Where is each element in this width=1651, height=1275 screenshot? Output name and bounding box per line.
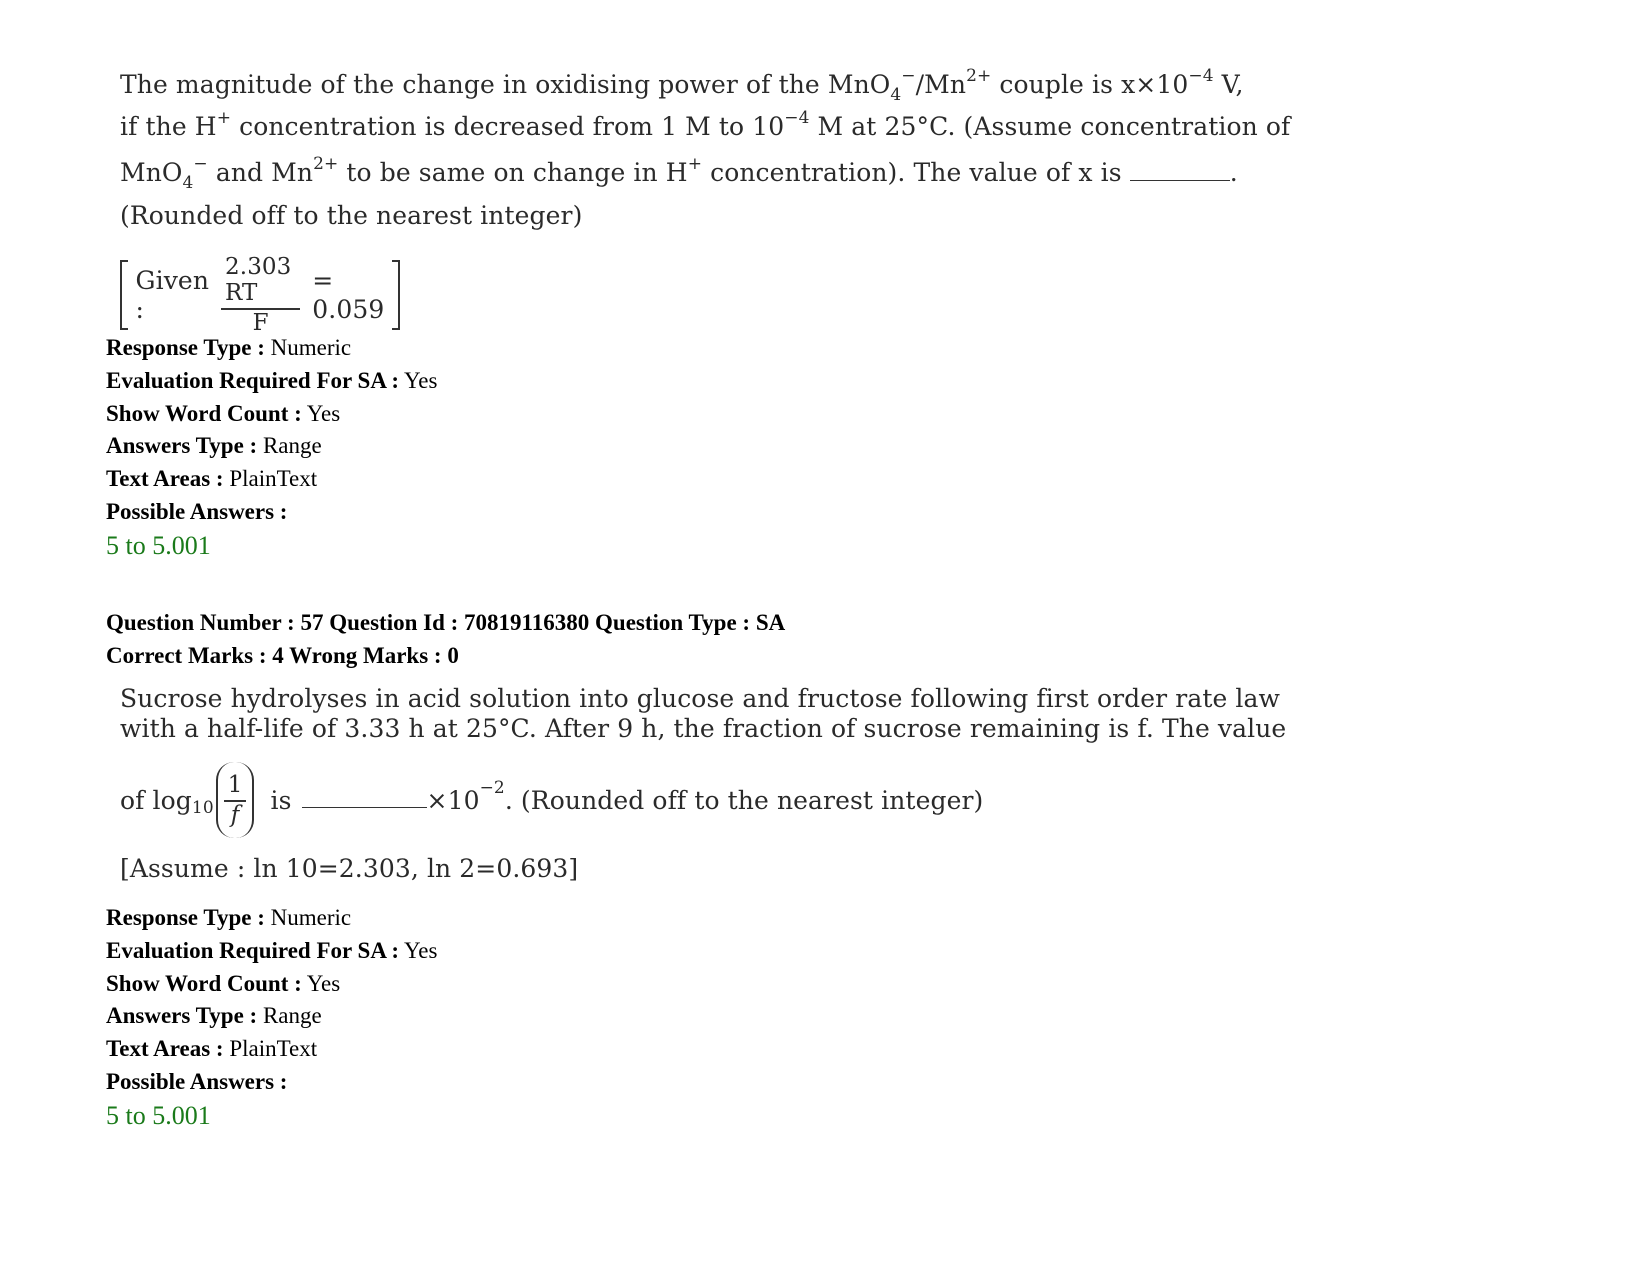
q57-show-word-count xyxy=(106,971,340,997)
q57-paren-fraction xyxy=(216,762,255,838)
q57-l3-is: is xyxy=(270,785,292,815)
q56-l3-sub4: 4 xyxy=(182,173,194,193)
q56-l1-supm4: −4 xyxy=(1188,66,1214,86)
q56-line-1 xyxy=(120,66,1244,105)
q56-response-type-label: Response Type : xyxy=(106,335,265,360)
q56-text-areas-value: PlainText xyxy=(229,466,318,491)
q57-l3-sub10: 10 xyxy=(191,798,214,818)
q56-eval-label: Evaluation Required For SA : xyxy=(106,368,400,393)
q56-l1-text-a: The magnitude of the change in oxidising power of the xyxy=(120,70,828,99)
q56-l3-text-a: and Mn xyxy=(207,158,314,187)
q57-response-type xyxy=(106,905,351,931)
q56-response-type xyxy=(106,335,351,361)
q56-l1-text-b: couple is x×10 xyxy=(991,70,1189,99)
q56-l3-supplus: + xyxy=(687,154,703,174)
q56-given-fraction xyxy=(221,254,300,336)
q56-response-type-value: Numeric xyxy=(270,335,352,360)
q56-l1-slash-mn: /Mn xyxy=(915,70,967,99)
q57-line-3 xyxy=(120,760,983,840)
q57-possible-answer-value: 5 to 5.001 xyxy=(106,1101,211,1130)
q56-given-label: Given : xyxy=(135,266,210,324)
q56-l3-supminus: − xyxy=(193,154,208,174)
q56-evaluation-required xyxy=(106,368,437,394)
q57-line-4: [Assume : ln 10=2.303, ln 2=0.693] xyxy=(120,854,579,883)
q56-given-equals: = 0.059 xyxy=(312,266,385,324)
q57-l3-rest: . (Rounded off to the nearest integer) xyxy=(504,785,984,815)
q57-fraction-denominator: f xyxy=(230,802,240,828)
q56-answers-type xyxy=(106,433,322,459)
q56-given-numerator: 2.303 RT xyxy=(221,254,300,310)
q57-answer-blank xyxy=(302,807,427,808)
q56-l1-sub4: 4 xyxy=(890,85,902,105)
q57-text-areas-label: Text Areas : xyxy=(106,1036,224,1061)
q57-text-areas xyxy=(106,1036,317,1062)
q57-line-2: with a half-life of 3.33 h at 25°C. After 9 h, the fraction of sucrose remaining is f. The value xyxy=(120,714,1287,743)
q56-l2-text-a: if the H xyxy=(120,112,217,141)
q57-l3-of-log: of log xyxy=(120,785,192,815)
q57-fraction xyxy=(224,772,247,828)
q56-possible-answers-label: Possible Answers : xyxy=(106,499,288,524)
q57-word-count-value: Yes xyxy=(306,971,341,996)
q56-line-4 xyxy=(120,201,582,230)
q56-line-3 xyxy=(120,154,1238,193)
q57-eval-label: Evaluation Required For SA : xyxy=(106,938,400,963)
q56-given-denominator: F xyxy=(252,310,269,336)
q57-answers-type-value: Range xyxy=(262,1003,322,1028)
q57-l3-times: ×10 xyxy=(426,785,480,815)
q56-l2-supm4: −4 xyxy=(784,108,810,128)
q56-text-areas xyxy=(106,466,317,492)
right-bracket xyxy=(392,260,400,330)
q56-l1-sup2plus: 2+ xyxy=(966,66,992,86)
q57-answers-type-label: Answers Type : xyxy=(106,1003,258,1028)
q56-show-word-count xyxy=(106,401,340,427)
q56-given-box xyxy=(120,254,400,336)
q56-l2-supplus: + xyxy=(216,108,232,128)
q56-l3-text-c: concentration). The value of x is xyxy=(702,158,1130,187)
q57-header: Question Number : 57 Question Id : 70819116380 Question Type : SA xyxy=(106,610,786,635)
q57-possible-answers-label: Possible Answers : xyxy=(106,1069,288,1094)
q56-word-count-value: Yes xyxy=(306,401,341,426)
q57-line-1: Sucrose hydrolyses in acid solution into glucose and fructose following first order rate law xyxy=(120,684,1281,713)
q56-l2-text-c: M at 25°C. (Assume concentration of xyxy=(809,112,1291,141)
q56-l3-mno4: MnO xyxy=(120,158,183,187)
q56-l3-text-b: to be same on change in H xyxy=(338,158,688,187)
q57-eval-value: Yes xyxy=(404,938,438,963)
q56-line-2 xyxy=(120,108,1291,141)
q57-response-type-label: Response Type : xyxy=(106,905,265,930)
q56-l1-mno4: MnO xyxy=(827,70,891,99)
q56-l1-text-c: V, xyxy=(1213,70,1244,99)
q57-word-count-label: Show Word Count : xyxy=(106,971,302,996)
q56-eval-value: Yes xyxy=(404,368,438,393)
q57-text-areas-value: PlainText xyxy=(229,1036,318,1061)
q57-marks: Correct Marks : 4 Wrong Marks : 0 xyxy=(106,643,459,668)
q57-fraction-numerator: 1 xyxy=(224,772,247,802)
q57-possible-answers xyxy=(106,1069,287,1095)
q56-word-count-label: Show Word Count : xyxy=(106,401,302,426)
q57-response-type-value: Numeric xyxy=(270,905,352,930)
q56-answers-type-label: Answers Type : xyxy=(106,433,258,458)
q56-l2-text-b: concentration is decreased from 1 M to 10 xyxy=(231,112,785,141)
q57-evaluation-required xyxy=(106,938,437,964)
q56-text-areas-label: Text Areas : xyxy=(106,466,224,491)
q56-l3-end: . xyxy=(1229,158,1238,187)
q56-possible-answer-value: 5 to 5.001 xyxy=(106,531,211,560)
q57-answers-type xyxy=(106,1003,322,1029)
q56-answers-type-value: Range xyxy=(262,433,322,458)
q56-answer-blank xyxy=(1130,180,1230,181)
q57-l3-supm2: −2 xyxy=(479,778,505,798)
q56-l1-supminus: − xyxy=(901,66,916,86)
q56-l4-text: (Rounded off to the nearest integer) xyxy=(120,201,583,230)
q56-l3-sup2plus: 2+ xyxy=(313,154,339,174)
left-bracket xyxy=(120,260,128,330)
q56-possible-answers xyxy=(106,499,287,525)
